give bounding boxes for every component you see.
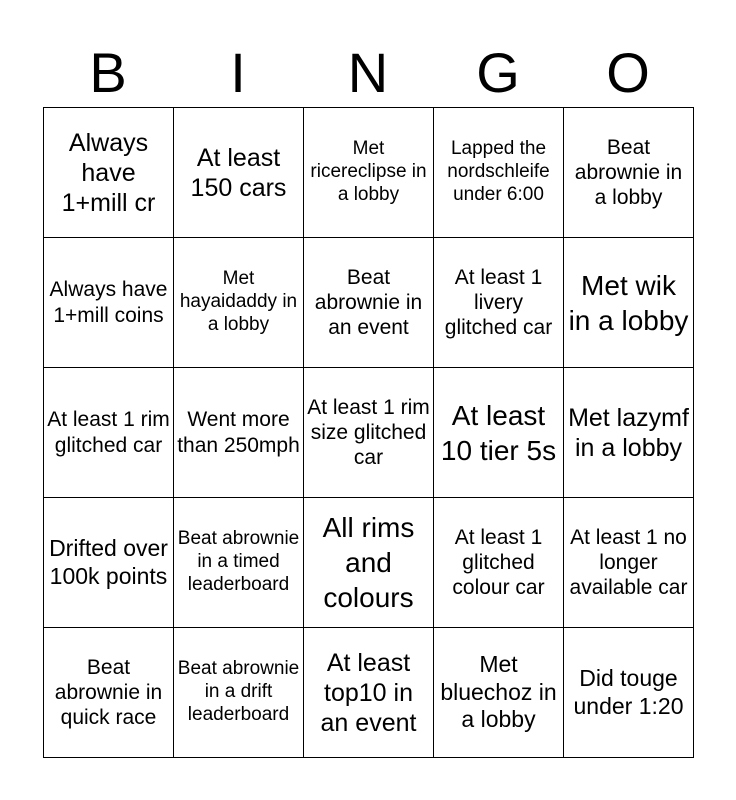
bingo-cell[interactable]: Went more than 250mph [174,368,304,498]
bingo-cell[interactable]: Beat abrownie in quick race [44,628,174,758]
bingo-cell[interactable]: Met bluechoz in a lobby [434,628,564,758]
header-letter-n: N [347,41,389,104]
bingo-cell[interactable]: At least 150 cars [174,108,304,238]
bingo-cell[interactable]: At least 1 rim size glitched car [304,368,434,498]
bingo-cell[interactable]: At least 1 no longer available car [564,498,694,628]
bingo-cell[interactable]: All rims and colours [304,498,434,628]
bingo-cell[interactable]: Beat abrownie in an event [304,238,434,368]
bingo-cell[interactable]: At least 1 livery glitched car [434,238,564,368]
bingo-grid [43,107,694,758]
bingo-cell[interactable]: Drifted over 100k points [44,498,174,628]
bingo-cell[interactable]: Met lazymf in a lobby [564,368,694,498]
bingo-cell[interactable]: Met hayaidaddy in a lobby [174,238,304,368]
bingo-cell[interactable]: At least 10 tier 5s [434,368,564,498]
header-letter-o: O [606,41,650,104]
header-letter-i: I [230,41,246,104]
bingo-cell[interactable]: Met wik in a lobby [564,238,694,368]
bingo-cell[interactable]: Met ricereclipse in a lobby [304,108,434,238]
bingo-cell[interactable]: Always have 1+mill cr [44,108,174,238]
bingo-cell[interactable]: Lapped the nordschleife under 6:00 [434,108,564,238]
bingo-cell[interactable]: Beat abrownie in a timed leaderboard [174,498,304,628]
bingo-cell[interactable]: Always have 1+mill coins [44,238,174,368]
bingo-cell[interactable]: Beat abrownie in a drift leaderboard [174,628,304,758]
header-letter-g: G [476,41,520,104]
bingo-header [43,40,693,106]
bingo-cell[interactable]: Did touge under 1:20 [564,628,694,758]
bingo-cell[interactable]: At least 1 rim glitched car [44,368,174,498]
bingo-cell[interactable]: At least top10 in an event [304,628,434,758]
bingo-cell[interactable]: Beat abrownie in a lobby [564,108,694,238]
bingo-cell[interactable]: At least 1 glitched colour car [434,498,564,628]
header-letter-b: B [89,41,127,104]
